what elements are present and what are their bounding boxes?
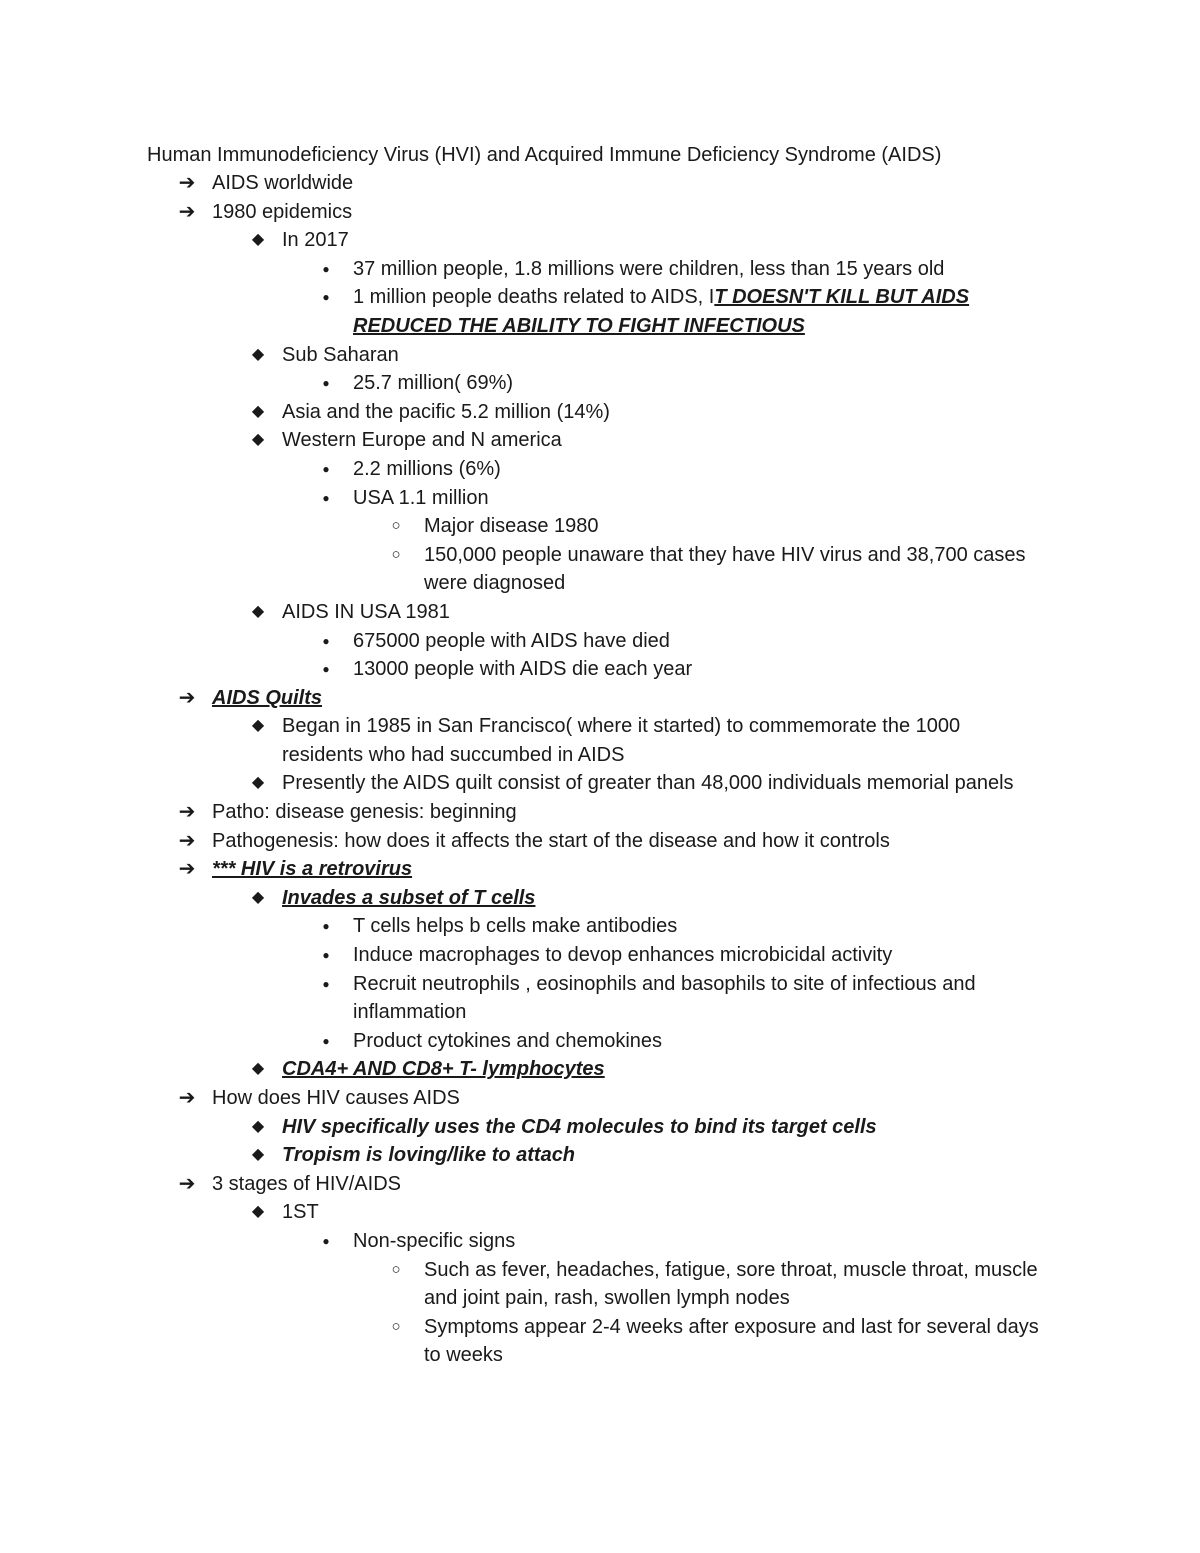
outline-item-text: [282, 1198, 1032, 1227]
diamond-bullet-icon: ◆: [251, 717, 265, 735]
diamond-bullet-icon: ◆: [251, 888, 265, 906]
outline-item-text: [212, 684, 1032, 713]
outline-item: [0, 255, 1043, 284]
outline-item: [0, 655, 1043, 684]
outline-item-text: [212, 798, 1032, 827]
outline-item-plain-text: 13000 people with AIDS die each year: [353, 658, 693, 681]
outline-item-text: [212, 1170, 1032, 1199]
outline-item-text: [212, 169, 1032, 198]
outline-item-text: [353, 970, 1043, 1027]
outline-item: [0, 798, 1032, 827]
outline-item-plain-text: Sub Saharan: [282, 343, 399, 366]
outline-item: [0, 1113, 1032, 1142]
outline-item-text: [282, 598, 1032, 627]
dot-bullet-icon: ●: [322, 461, 330, 476]
outline-item-plain-text: Pathogenesis: how does it affects the start of the disease and how it controls: [212, 829, 890, 852]
outline-item-plain-text: Such as fever, headaches, fatigue, sore throat, muscle throat, muscle and joint pain, rash, swollen lymph nodes: [424, 1258, 1038, 1310]
outline-item: [0, 1313, 1044, 1370]
outline-item-plain-text: Began in 1985 in San Francisco( where it started) to commemorate the 1000 residents who had succumbed in AIDS: [282, 715, 961, 766]
outline-item: [0, 769, 1032, 798]
outline-item-plain-text: USA 1.1 million: [353, 486, 489, 509]
outline-item-text: [424, 512, 1044, 541]
outline-item-plain-text: Major disease 1980: [424, 515, 599, 538]
dot-bullet-icon: ●: [322, 261, 330, 276]
dot-bullet-icon: ●: [322, 1233, 330, 1248]
outline-item: [0, 541, 1044, 598]
outline-item: [0, 827, 1032, 856]
dot-bullet-icon: ●: [322, 662, 330, 677]
outline-item: [0, 369, 1043, 398]
outline-item-emphasis-text: Invades a subset of T cells: [282, 886, 536, 909]
outline-item: [0, 169, 1032, 198]
outline-item-plain-text: Non-specific signs: [353, 1229, 516, 1252]
arrow-bullet-icon: ➔: [178, 801, 196, 824]
dot-bullet-icon: ●: [322, 633, 330, 648]
outline-item-plain-text: 150,000 people unaware that they have HIV virus and 38,700 cases were diagnosed: [424, 543, 1026, 595]
dot-bullet-icon: ●: [322, 490, 330, 505]
arrow-bullet-icon: ➔: [178, 858, 196, 881]
outline-item: [0, 1027, 1043, 1056]
outline-item: [0, 912, 1043, 941]
outline-item-plain-text: 37 million people, 1.8 millions were children, less than 15 years old: [353, 257, 945, 280]
outline-item-text: [282, 341, 1032, 370]
dot-bullet-icon: ●: [322, 948, 330, 963]
outline-item-text: [212, 855, 1032, 884]
circle-bullet-icon: ○: [391, 545, 401, 563]
dot-bullet-icon: ●: [322, 1033, 330, 1048]
outline-item-plain-text: Presently the AIDS quilt consist of greater than 48,000 individuals memorial panels: [282, 772, 1014, 795]
outline-item-plain-text: Recruit neutrophils , eosinophils and basophils to site of infectious and inflammation: [353, 972, 976, 1024]
outline-item-text: [282, 769, 1032, 798]
outline-item-text: [353, 283, 1043, 340]
outline-item-text: [353, 255, 1043, 284]
outline-item-plain-text: Symptoms appear 2-4 weeks after exposure and last for several days to weeks: [424, 1315, 1039, 1367]
outline-item-text: [353, 1227, 1043, 1256]
outline-item-plain-text: In 2017: [282, 229, 349, 252]
outline-item: [0, 455, 1043, 484]
arrow-bullet-icon: ➔: [178, 1087, 196, 1109]
outline-item-text: [282, 398, 1032, 427]
outline-item: [0, 855, 1032, 884]
outline-item: [0, 884, 1032, 913]
diamond-bullet-icon: ◆: [251, 774, 265, 792]
outline-item-emphasis-text: HIV specifically uses the CD4 molecules to bind its target cells: [282, 1115, 877, 1138]
dot-bullet-icon: ●: [322, 976, 330, 991]
diamond-bullet-icon: ◆: [251, 402, 265, 420]
outline-item: [0, 226, 1032, 255]
outline-item-plain-text: 675000 people with AIDS have died: [353, 629, 670, 652]
outline-item-emphasis-text: *** HIV is a retrovirus: [212, 858, 413, 881]
outline-item-text: [424, 541, 1044, 598]
outline-item-text: [212, 198, 1032, 227]
outline-item-text: [212, 827, 1032, 856]
diamond-bullet-icon: ◆: [251, 602, 265, 620]
outline-item-text: [282, 1055, 1032, 1084]
outline-item-plain-text: AIDS IN USA 1981: [282, 600, 450, 623]
outline-item-text: [424, 1313, 1044, 1370]
outline-item-plain-text: Western Europe and N america: [282, 429, 562, 452]
outline-item-text: [282, 1141, 1032, 1170]
outline-item-text: [282, 1113, 1032, 1142]
circle-bullet-icon: ○: [391, 1260, 401, 1278]
outline-item-text: [212, 1084, 1032, 1113]
outline-item: [0, 398, 1032, 427]
outline-item-plain-text: T cells helps b cells make antibodies: [353, 915, 678, 938]
diamond-bullet-icon: ◆: [251, 1146, 265, 1164]
outline-item: [0, 198, 1032, 227]
outline-item-emphasis-text: CDA4+ AND CD8+ T- lymphocytes: [282, 1058, 605, 1081]
outline-item-emphasis-text: Tropism is loving/like to attach: [282, 1144, 576, 1167]
dot-bullet-icon: ●: [322, 290, 330, 305]
diamond-bullet-icon: ◆: [251, 1203, 265, 1221]
outline-item: [0, 1170, 1032, 1199]
arrow-bullet-icon: ➔: [178, 829, 196, 852]
outline-item-text: [353, 484, 1043, 513]
outline-item-text: [353, 1027, 1043, 1056]
outline-item-text: [282, 884, 1032, 913]
diamond-bullet-icon: ◆: [251, 345, 265, 363]
outline-item: [0, 484, 1043, 513]
outline-item-text: [282, 712, 1032, 769]
outline-item: [0, 684, 1032, 713]
outline-item-plain-text: How does HIV causes AIDS: [212, 1087, 460, 1109]
outline-item: [0, 712, 1032, 769]
diamond-bullet-icon: ◆: [251, 231, 265, 249]
outline-item: [0, 1055, 1032, 1084]
outline-item-plain-text: Induce macrophages to devop enhances microbicidal activity: [353, 944, 893, 967]
outline-item-plain-text: Product cytokines and chemokines: [353, 1029, 663, 1052]
outline-item-text: [353, 369, 1043, 398]
outline-item-plain-text: Asia and the pacific 5.2 million (14%): [282, 400, 610, 423]
outline-item-emphasis-text: T DOESN'T KILL BUT AIDS REDUCED THE ABILITY TO FIGHT INFECTIOUS: [353, 286, 970, 337]
outline-item-plain-text: AIDS worldwide: [212, 172, 354, 194]
outline-item-text: [282, 226, 1032, 255]
outline-item-text: [353, 455, 1043, 484]
outline-item-plain-text: 3 stages of HIV/AIDS: [212, 1172, 401, 1195]
outline-item: [0, 941, 1043, 970]
outline-item: [0, 283, 1043, 340]
outline-item: [0, 1227, 1043, 1256]
outline-item: [0, 970, 1043, 1027]
outline-item: [0, 512, 1044, 541]
document-title: Human Immunodeficiency Virus (HVI) and Acquired Immune Deficiency Syndrome (AIDS): [147, 144, 942, 166]
outline-item: [0, 1198, 1032, 1227]
outline-item: [0, 1084, 1032, 1113]
outline-item-text: [353, 912, 1043, 941]
outline-item: [0, 627, 1043, 656]
bullet-outline: [0, 169, 1200, 1370]
outline-item-text: [353, 655, 1043, 684]
dot-bullet-icon: ●: [322, 376, 330, 391]
arrow-bullet-icon: ➔: [178, 1172, 196, 1195]
arrow-bullet-icon: ➔: [178, 200, 196, 223]
circle-bullet-icon: ○: [391, 517, 401, 535]
outline-item: [0, 426, 1032, 455]
outline-item-text: [353, 627, 1043, 656]
outline-item-plain-text: 2.2 millions (6%): [353, 457, 501, 480]
circle-bullet-icon: ○: [391, 1317, 401, 1335]
outline-item: [0, 1256, 1044, 1313]
outline-item-plain-text: 1ST: [282, 1201, 319, 1224]
outline-item: [0, 341, 1032, 370]
arrow-bullet-icon: ➔: [178, 172, 196, 194]
outline-item-plain-text: Patho: disease genesis: beginning: [212, 801, 517, 824]
diamond-bullet-icon: ◆: [251, 1117, 265, 1135]
outline-item-plain-text: 1 million people deaths related to AIDS, I: [353, 286, 715, 309]
outline-item: [0, 598, 1032, 627]
outline-item-text: [353, 941, 1043, 970]
arrow-bullet-icon: ➔: [178, 686, 196, 709]
outline-item-emphasis-text: AIDS Quilts: [212, 686, 323, 709]
outline-item: [0, 1141, 1032, 1170]
outline-item-text: [282, 426, 1032, 455]
outline-item-plain-text: 1980 epidemics: [212, 200, 353, 223]
outline-item-plain-text: 25.7 million( 69%): [353, 372, 514, 395]
diamond-bullet-icon: ◆: [251, 1060, 265, 1078]
diamond-bullet-icon: ◆: [251, 431, 265, 449]
dot-bullet-icon: ●: [322, 919, 330, 934]
outline-item-text: [424, 1256, 1044, 1313]
